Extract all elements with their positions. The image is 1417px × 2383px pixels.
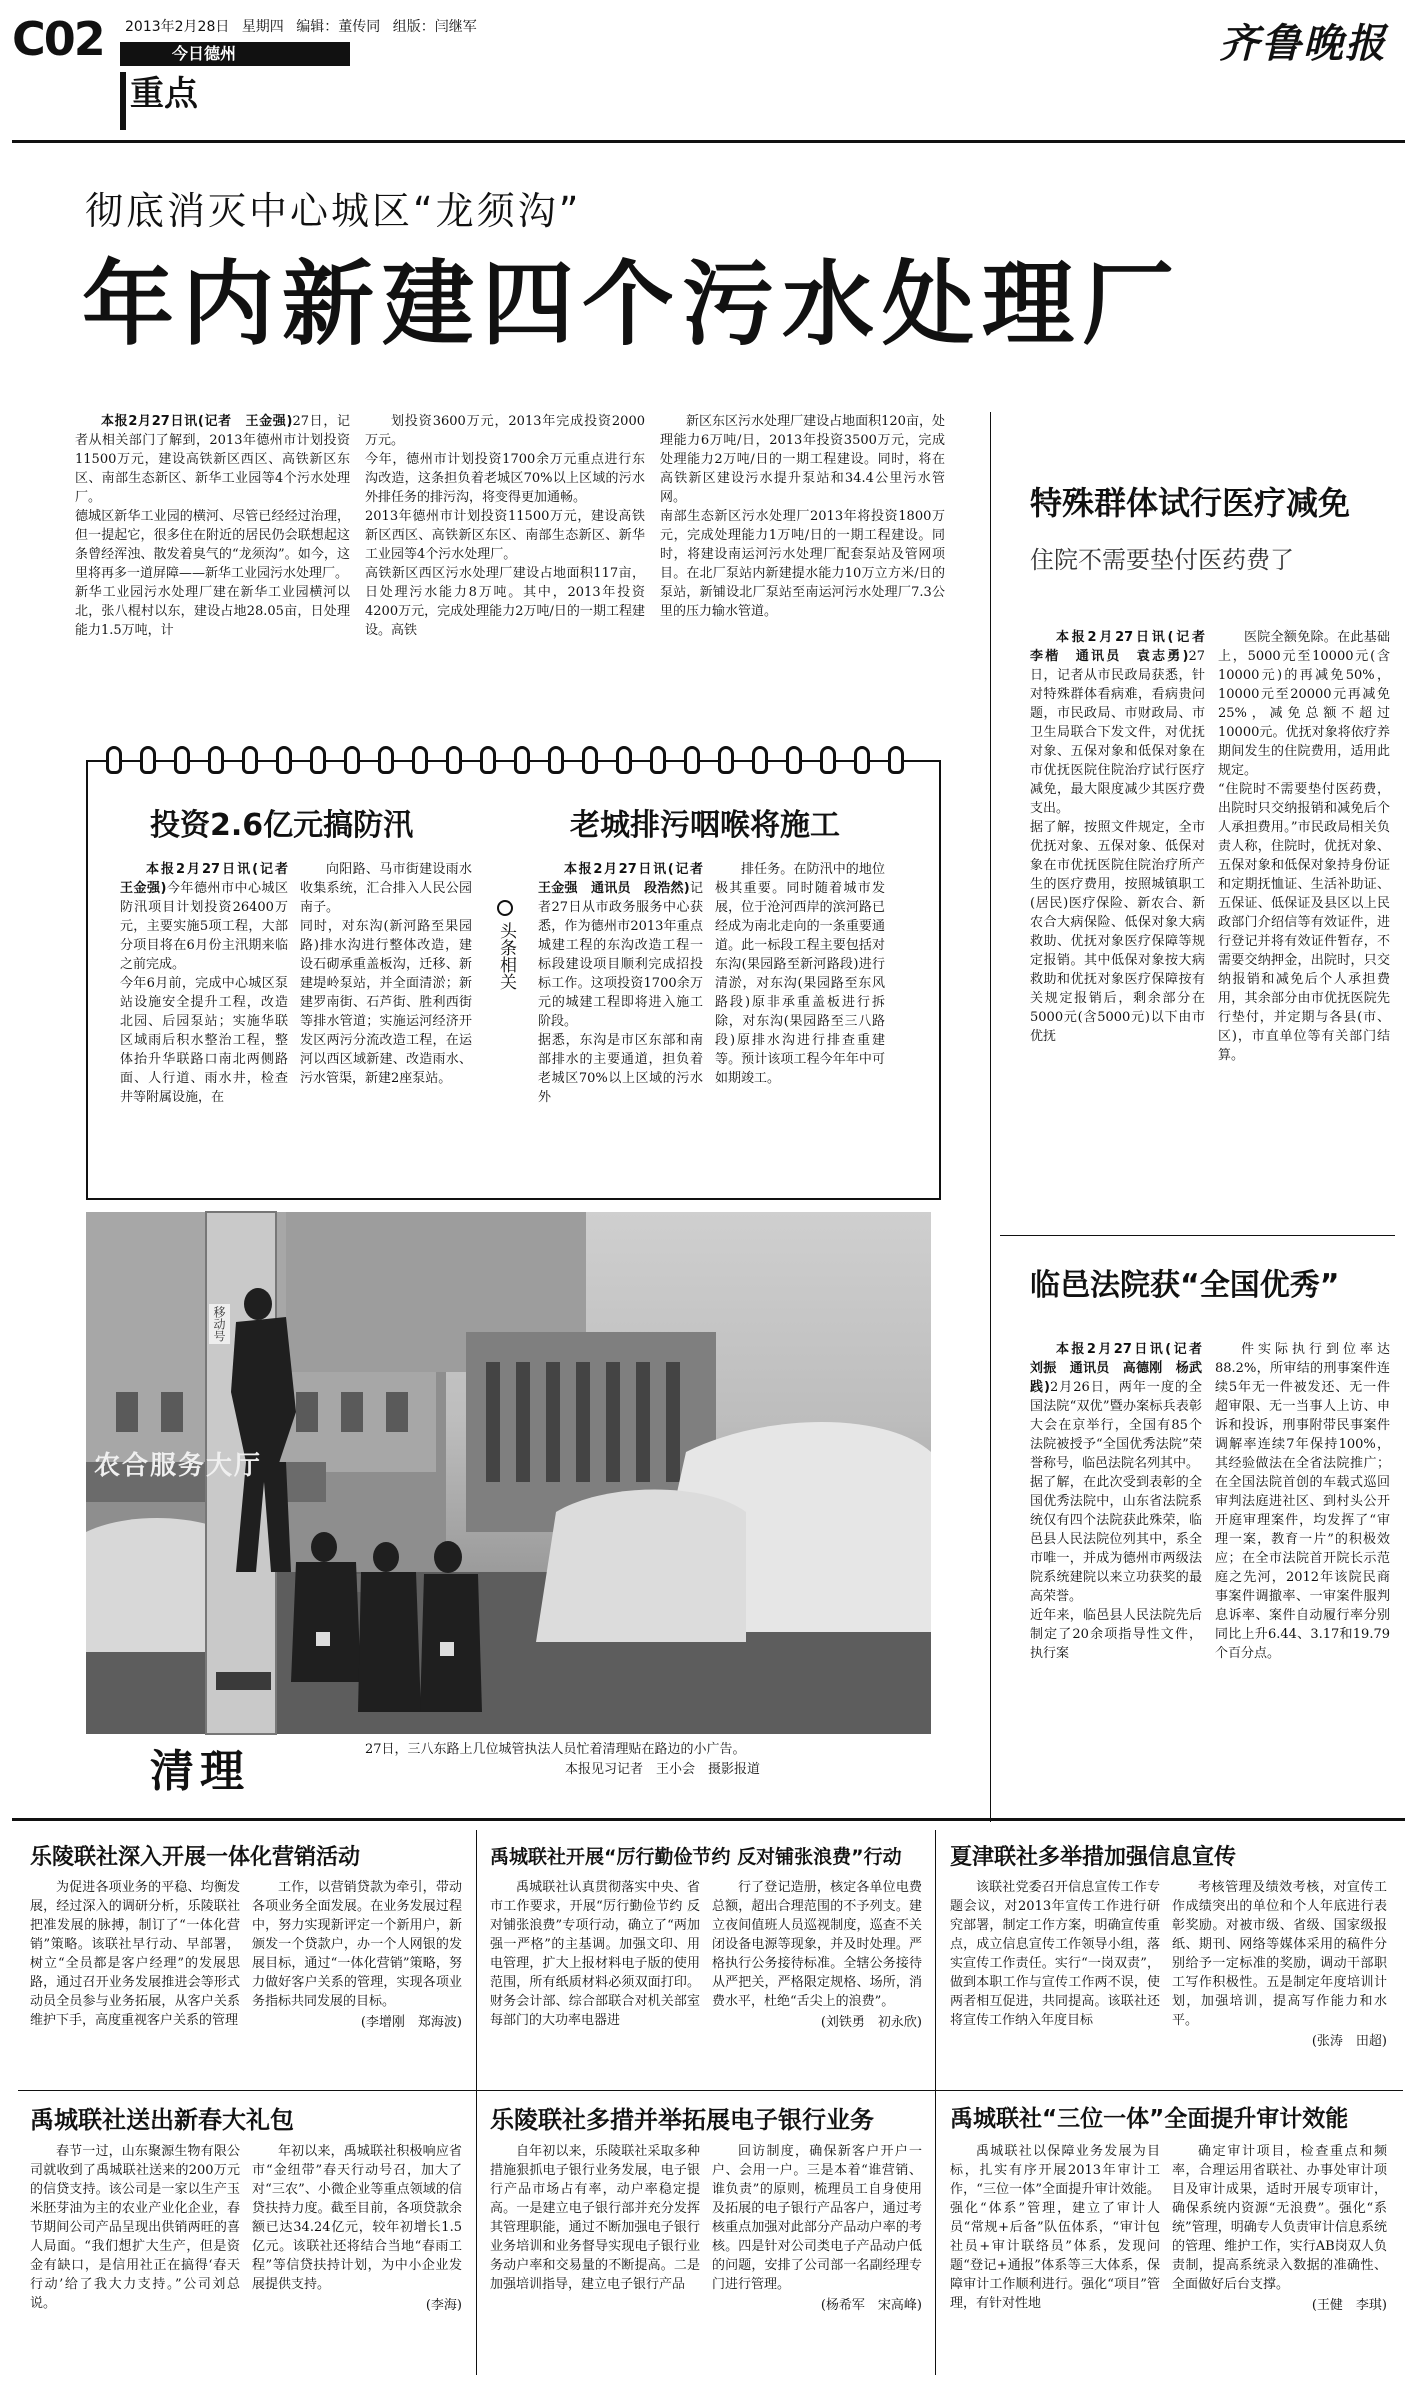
issue-weekday: 星期四 [241,19,284,35]
flood-byline: 本报2月27日讯(记者 王金强) [120,862,302,896]
related-label: 头条相关 [496,922,516,990]
court-col-1 [1030,1340,1216,1810]
a2-credit: (刘铁勇 初永欣) [820,2015,922,2030]
medical-col-1-text: 本报2月27日讯(记者 李楷 通讯员 袁志勇)27日，记者从市民政局获悉，针对特殊群体看病难，看病贵问题，市民政局、市财政局、市卫生局联合下发文件，对优抚对象、五保对象和低保对象在市优抚医院住院治疗试行医疗减免，最大限度减少其医疗费支出。 据了解，按照文件规定，全市优抚对象、五保对象、低保对象在市优抚医院住院治疗所产生的医疗费用，按照城镇职工(居民)医疗保险、新农合、新农合大病保险、低保对象大病救助、优抚对象医疗保障等规定报销。其中低保对象按大病救助和优抚对象医疗保障按有关规定报销后，剩余部分在5000元(含5000元)以下由市优抚 [1030,630,1219,1044]
flood-headline: 投资2.6亿元搞防汛 [150,808,414,843]
section-title: 重点 [130,74,198,114]
lead-col-2-text: 划投资3600万元，2013年完成投资2000万元。 今年，德州市计划投资1700余万元重点进行东沟改造，这条担负着老城区70%以上区域的污水外排任务的排污沟，将变得更加通畅。 2013年德州市计划投资11500万元，建设高铁新区西区、高铁新区东区、南部生态新区、新华工业园等4个污水处理厂。 高铁新区西区污水处理厂建设占地面积117亩，日处理污水能力8万吨。其中，2013年投资4200万元，完成处理能力2万吨/日的一期工程建设。高铁 [365,414,645,638]
medical-headline: 特殊群体试行医疗减免 [1030,484,1351,522]
lead-col-3-text: 新区东区污水处理厂建设占地面积120亩，处理能力6万吨/日，2013年投资3500万元，完成处理能力2万吨/日的一期工程建设。同时，将在高铁新区建设污水提升泵站和34.4公里污水管网。 南部生态新区污水处理厂2013年将投资1800万元，完成处理能力1万吨/日的一期工程建设。同时，将建设南运河污水处理厂配套泵站及管网项目。在北厂泵站内新建提水能力10万立方米/日的泵站，新铺设北厂泵站至南运河污水处理厂7.3公里的压力输水管道。 [660,414,945,619]
a3-col-2-text: 考核管理及绩效考核，对宣传工作成绩突出的单位和个人年底进行表彰奖励。对被市级、省级、国家级报纸、期刊、网络等媒体采用的稿件分别给予一定标准的奖励，调动干部职工写作积极性。五是制定年度培训计划，加强培训，提高写作能力和水平。 [1172,1880,1387,2028]
court-col-1-text: 本报2月27日讯(记者 刘振 通讯员 高德刚 杨武践)2月26日，两年一度的全国法院“双优”暨办案标兵表彰大会在京举行，全国有85个法院被授予“全国优秀法院”荣誉称号，临邑法院名列其中。 据了解，在此次受到表彰的全国优秀法院中，山东省法院系统仅有四个法院获此殊荣，临邑县人民法院位列其中，系全市唯一，并成为德州市两级法院系统建院以来立功获奖的最高荣誉。 近年来，临邑县人民法院先后制定了20余项指导性文件，执行案 [1030,1342,1216,1661]
bottom-rule-1 [476,1830,477,2375]
sewer-col-1 [538,860,717,1180]
bottom-mid-rule [18,2090,1403,2091]
court-col-2-text: 件实际执行到位率达88.2%，所审结的刑事案件连续5年无一件被发还、无一件超审限、无一当事人上访、申诉和投诉，刑事附带民事案件调解率连续7年保持100%，其经验做法在全省法院推广；在全国法院首创的车载式巡回审判法庭进社区、到村头公开开庭审理案件，均发挥了“审理一案，教育一片”的积极效应；在全市法院首开院长示范庭之先河，2012年该院民商事案件调撤率、一审案件服判息诉率、案件自动履行率分别同比上升6.44、3.17和19.79个百分点。 [1215,1342,1390,1661]
a3-col-1 [950,1878,1160,2083]
b2-headline: 乐陵联社多措并举拓展电子银行业务 [490,2106,874,2134]
section-accent [120,72,126,130]
right-column-rule [990,412,991,1822]
b1-col-2 [252,2142,462,2374]
paper-logo: 齐鲁晚报 [1219,20,1387,67]
building-sign: 农合服务大厅 [94,1451,263,1481]
sewer-byline: 本报2月27日讯(记者 王金强 通讯员 段浩然) [538,862,717,896]
a3-col-2 [1172,1878,1387,2083]
right-story-divider [1000,1235,1395,1236]
a2-col-1-text: 禹城联社认真贯彻落实中央、省市工作要求，开展“厉行勤俭节约 反对铺张浪费”专项行动，确立了“两加强一严格”的主基调。加强文印、用电管理，扩大上报材料电子版的使用范围，所有纸质材料必须双面打印。财务会计部、综合部联合对机关部室每部门的大功率电器进 [490,1880,700,2028]
lead-col-2 [365,412,645,712]
a3-credit: (张涛 田超) [1311,2034,1387,2049]
lead-col-1-text: 本报2月27日讯(记者 王金强)27日，记者从相关部门了解到，2013年德州市计划投资11500万元，建设高铁新区西区、高铁新区东区、南部生态新区、新华工业园等4个污水处理厂。 德城区新华工业园的横河、尽管已经经过治理，但一提起它，很多住在附近的居民仍会联想起这条曾经浑浊、散发着臭气的“龙须沟”。如今，这里将再多一道屏障——新华工业园污水处理厂。 新华工业园污水处理厂建在新华工业园横河以北，张八棍村以东，建设占地28.05亩，日处理能力1.5万吨，计 [75,414,350,638]
b3-col-2-text: 确定审计项目，检查重点和频率，合理运用省联社、办事处审计项目及审计成果，适时开展专项审计，确保系统内资源“无浪费”。强化“系统”管理，明确专人负责审计信息系统的管理、维护工作，实行AB岗双人负责制，提高系统录入数据的准确性、全面做好后台支撑。 [1172,2144,1387,2292]
b1-col-2-text: 年初以来，禹城联社积极响应省市“金纽带”春天行动号召，加大了对“三农”、小微企业等重点领域的信贷扶持力度。截至目前，各项贷款余额已达34.24亿元，较年初增长1.5亿元。该联社还将结合当地“春雨工程”等信贷扶持计划，为中小企业发展提供支持。 [252,2144,462,2292]
a1-col-1 [30,1878,240,2083]
a2-headline: 禹城联社开展“厉行勤俭节约 反对铺张浪费”行动 [490,1846,902,1868]
related-divider [494,900,516,990]
sewer-col-1-text: 本报2月27日讯(记者 王金强 通讯员 段浩然)记者27日从市政务服务中心获悉，作为德州市2013年重点城建工程的东沟改造工程一标段建设项目顺利完成招投标工作。这项投资1700余万元的城建工程即将进入施工阶段。 据悉，东沟是市区东部和南部排水的主要通道，担负着老城区70%以上区域的污水外 [538,862,717,1105]
related-bullet-icon [497,900,513,916]
news-photo [86,1212,931,1734]
a1-col-1-text: 为促进各项业务的平稳、均衡发展，经过深入的调研分析，乐陵联社把准发展的脉搏，制订了“一体化营销”策略。该联社早行动、早部署，树立“全员都是客户经理”的发展思路，通过召开业务发展推进会等形式动员全员参与业务拓展，从客户关系维护下手，高度重视客户关系的管理 [30,1880,240,2028]
b2-col-1-text: 自年初以来，乐陵联社采取多种措施狠抓电子银行业务发展，电子银行产品市场占有率，动户率稳定提高。一是建立电子银行部并充分发挥其管理职能，通过不断加强电子银行业务培训和业务督导实现电子银行业务动户率和交易量的不断提高。二是加强培训指导，建立电子银行产品 [490,2144,700,2292]
b2-credit: (杨希军 宋高峰) [820,2298,922,2313]
flood-col-1 [120,860,302,1180]
bottom-rule-2 [935,1830,936,2375]
photo-title: 清理 [150,1746,250,1797]
b2-col-2-text: 回访制度，确保新客户开户一户、会用一户。三是本着“谁营销、谁负责”的原则，梳理员工自身使用及拓展的电子银行产品客户，通过考核重点加强对此部分产品动户率的考核。四是针对公司类电子产品动户低的问题，安排了公司部一名副经理专门进行管理。 [712,2144,922,2292]
lead-col-3 [660,412,945,712]
b3-col-1-text: 禹城联社以保障业务发展为目标，扎实有序开展2013年审计工作，“三位一体”全面提升审计效能。强化“体系”管理，建立了审计人员“常规+后备”队伍体系，“审计包社员+审计联络员”体系，发现问题“登记+通报”体系等三大体系，保障审计工作顺利进行。强化“项目”管理，有针对性地 [950,2144,1160,2311]
sewer-headline: 老城排污咽喉将施工 [570,808,840,843]
sewer-col-2-text: 排任务。在防汛中的地位极其重要。同时随着城市发展，位于沧河西岸的滨河路已经成为南北走向的一条重要通道。此一标段工程主要包括对东沟(果园路至新河路段)进行清淤，对东沟(果园路至东风路段)原非承重盖板进行拆除，对东沟(果园路至三八路段)原排水沟进行排查重建等。预计该项工程今年年中可如期竣工。 [715,862,885,1086]
medical-subhead: 住院不需要垫付医药费了 [1030,546,1294,574]
lead-kicker: 彻底消灭中心城区“龙须沟” [85,189,582,233]
photo-credit: 本报见习记者 王小会 摄影报道 [565,1762,761,1777]
b3-col-2 [1172,2142,1387,2374]
medical-col-1 [1030,628,1219,1210]
medical-byline: 本报2月27日讯(记者 李楷 通讯员 袁志勇) [1030,630,1219,664]
lead-headline: 年内新建四个污水处理厂 [82,251,1183,358]
a3-col-1-text: 该联社党委召开信息宣传工作专题会议，对2013年宣传工作进行研究部署，制定工作方案，明确宣传重点，成立信息宣传工作领导小组，落实宣传工作责任。实行“一岗双责”，做到本职工作与宣传工作两不误，使两者相互促进，共同提高。该联社还将宣传工作纳入年度目标 [950,1880,1160,2028]
court-col-2 [1215,1340,1390,1810]
photo-caption [365,1740,925,1780]
b1-col-1-text: 春节一过，山东聚源生物有限公司就收到了禹城联社送来的200万元的信贷支持。该公司是一家以生产玉米胚芽油为主的农业产业化企业，春节期间公司产品呈现出供销两旺的喜人局面。“我们想扩大生产，但是资金有缺口，是信用社正在搞得‘春天行动’给了我大力支持。”公司刘总说。 [30,2144,240,2311]
a1-col-2 [252,1878,462,2083]
court-headline: 临邑法院获“全国优秀” [1030,1268,1340,1303]
lead-col-1 [75,412,350,712]
issue-date: 2013年2月28日 [125,19,230,35]
flood-col-1-text: 本报2月27日讯(记者 王金强)今年德州市中心城区防汛项目计划投资26400万元，主要实施5项工程，大部分项目将在6月份主汛期来临之前完成。 今年6月前，完成中心城区泵站设施安全提升工程，改造北园、后园泵站；实施华联区域雨后积水整治工程，整体抬升华联路口南北两侧路面、人行道、雨水井，检查井等附属设施，在 [120,862,302,1105]
flood-col-2-text: 向阳路、马市街建设雨水收集系统，汇合排入人民公园南子。 同时，对东沟(新河路至果园路)排水沟进行整体改造，建设石砌承重盖板沟，迁移、新建堤岭泵站，并全面清淤；新建罗南街、石芦街、胜利西街等排水管道；实施运河经济开发区两污分流改造工程，在运河以西区域新建、改造雨水、污水管渠，新建2座泵站。 [300,862,472,1086]
b1-credit: (李海) [425,2298,462,2313]
page-number: C02 [12,12,104,66]
flood-col-2 [300,860,472,1180]
section-tab [120,42,350,66]
pole-notice: 移动号 [209,1304,230,1344]
sewer-col-2 [715,860,885,1180]
b3-col-1 [950,2142,1160,2374]
b1-headline: 禹城联社送出新春大礼包 [30,2106,294,2134]
masthead-info [125,16,477,36]
masthead-rule [12,140,1405,143]
bottom-band-rule [12,1818,1405,1821]
a2-col-2-text: 行了登记造册，核定各单位电费总额，超出合理范围的不予列支。建立夜间值班人员巡视制度，巡查不关闭设备电源等现象，并及时处理。严格执行公务接待标准。全辖公务接待从严把关，严格限定规格、场所，消费水平，杜绝“舌尖上的浪费”。 [712,1880,922,2009]
section-tab-label: 今日德州 [172,44,237,63]
a2-col-1 [490,1878,700,2083]
b3-credit: (王健 李琪) [1311,2298,1387,2313]
a1-col-2-text: 工作，以营销贷款为牵引，带动各项业务全面发展。在业务发展过程中，努力实现新评定一个新用户，新颁发一个贷款户，办一个人网银的发展目标，通过“一体化营销”策略，努力做好客户关系的管理，实现各项业务指标共同发展的目标。 [252,1880,462,2009]
b2-col-1 [490,2142,700,2374]
a1-headline: 乐陵联社深入开展一体化营销活动 [30,1845,361,1870]
layout-credit: 组版：闫继军 [392,19,477,35]
a2-col-2 [712,1878,922,2083]
b1-col-1 [30,2142,240,2374]
b3-headline: 禹城联社“三位一体”全面提升审计效能 [950,2106,1349,2132]
medical-col-2 [1218,628,1390,1210]
lead-byline: 本报2月27日讯(记者 王金强) [101,414,293,429]
a1-credit: (李增刚 郑海波) [360,2015,462,2030]
editor-credit: 编辑：董传同 [296,19,381,35]
medical-col-2-text: 医院全额免除。在此基础上，5000元至10000元(含10000元)的再减免50%，10000元至20000元再减免25%，减免总额不超过10000元。优抚对象将依疗养期间发生的住院费用，适用此规定。 “住院时不需要垫付医药费，出院时只交纳报销和减免后个人承担费用。”市民政局相关负责人称，住院时，优抚对象、五保对象和低保对象持身份证和定期抚恤证、生活补助证、五保证、低保证及县区以上民政部门介绍信等有效证件，进行登记并将有效证件暂存，不需要交纳押金，出院时，只交纳报销和减免后个人承担费用，其余部分由市优抚医院先行垫付，并定期与各县(市、区)，市直单位等有关部门结算。 [1218,630,1390,1063]
b2-col-2 [712,2142,922,2374]
photo-caption-text: 27日，三八东路上几位城管执法人员忙着清理贴在路边的小广告。 [365,1742,746,1757]
a3-headline: 夏津联社多举措加强信息宣传 [950,1845,1237,1870]
court-byline: 本报2月27日讯(记者 刘振 通讯员 高德刚 杨武践) [1030,1342,1216,1395]
